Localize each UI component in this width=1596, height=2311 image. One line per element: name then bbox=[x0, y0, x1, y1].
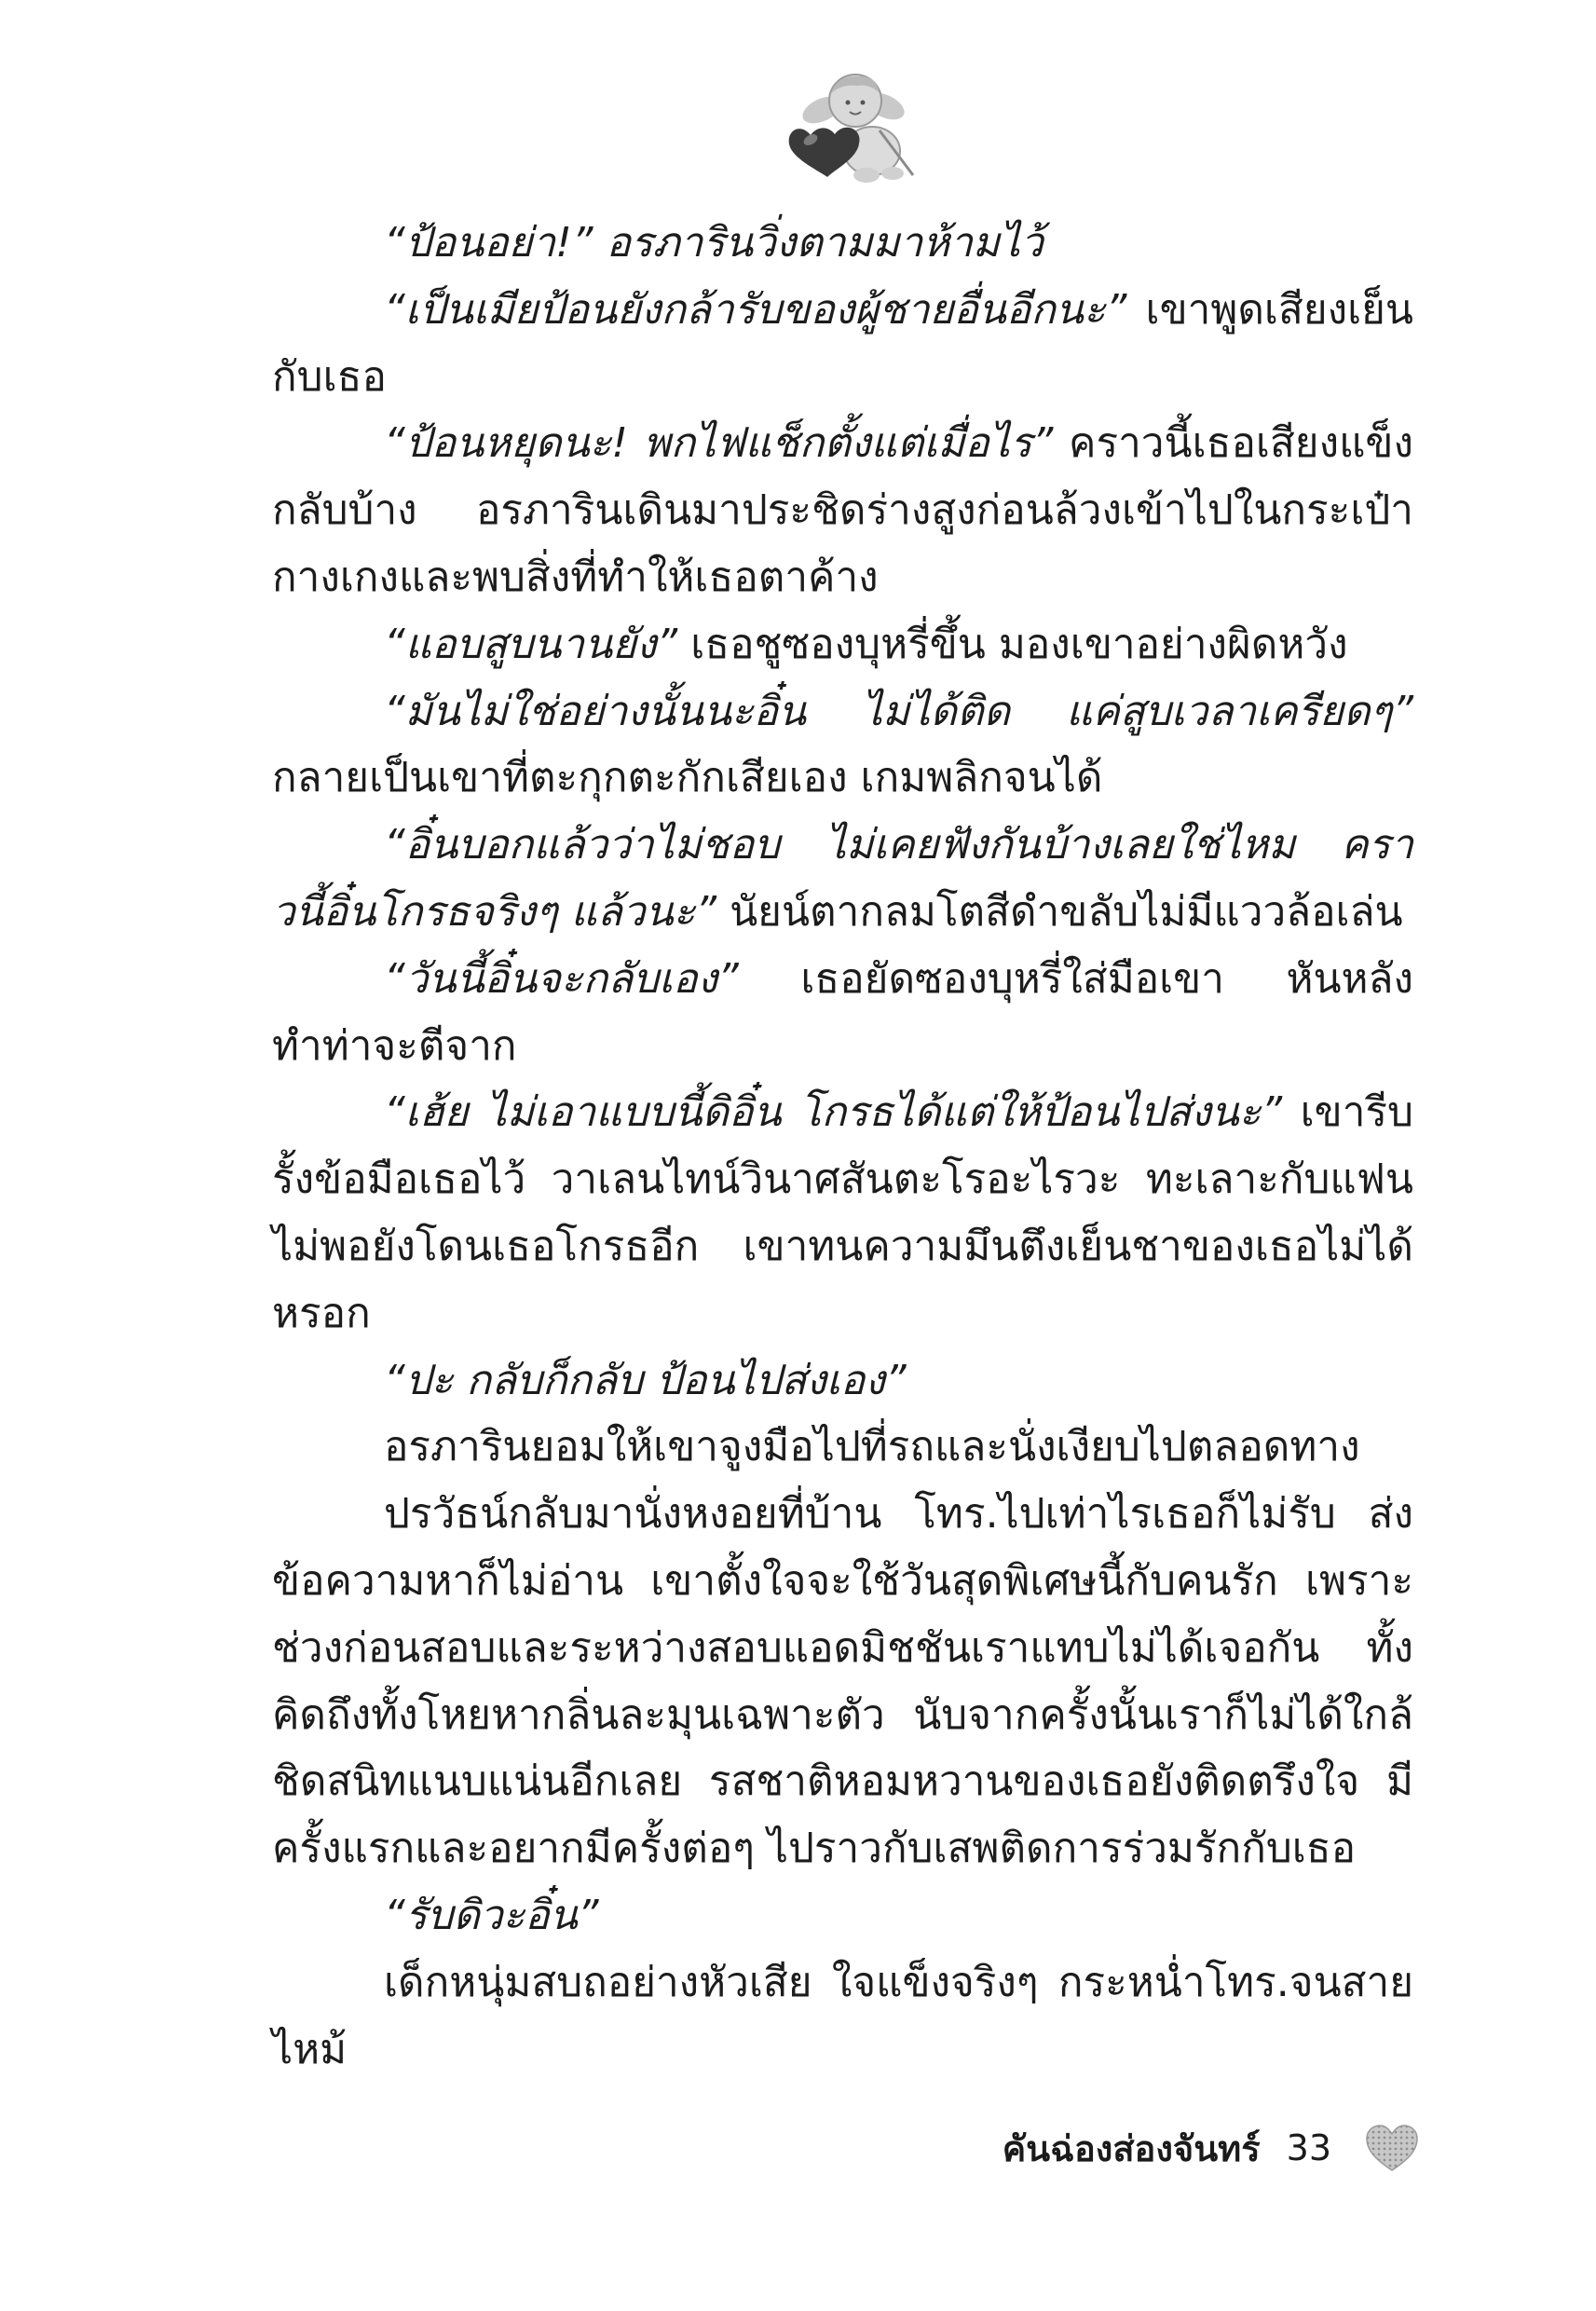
dialogue-text: “ป้อนอย่า!” อรภารินวิ่งตามมาห้ามไว้ bbox=[384, 219, 1044, 267]
paragraph bbox=[272, 812, 1413, 946]
narration-text: เธอยัดซองบุหรี่ใส่มือเขา หันหลังทำท่าจะตีจาก bbox=[272, 954, 1413, 1070]
paragraph bbox=[272, 1949, 1413, 2084]
heart-icon bbox=[1365, 2124, 1419, 2172]
page-footer bbox=[1003, 2120, 1419, 2176]
dialogue-text: “วันนี้อิ๋นจะกลับเอง” bbox=[384, 954, 739, 1003]
narration-text: เด็กหนุ่มสบถอย่างหัวเสีย ใจแข็งจริงๆ กระหน่ำโทร.จนสายไหม้ bbox=[272, 1958, 1413, 2073]
paragraph bbox=[272, 1347, 1413, 1415]
paragraph bbox=[272, 410, 1413, 610]
dialogue-text: “อิ๋นบอกแล้วว่าไม่ชอบ ไม่เคยฟังกันบ้างเลยใช่ไหม คราวนี้อิ๋นโกรธจริงๆ แล้วนะ” bbox=[272, 821, 1413, 936]
paragraph bbox=[272, 678, 1413, 813]
paragraph bbox=[272, 611, 1413, 678]
dialogue-text: “เป็นเมียป้อนยังกล้ารับของผู้ชายอื่นอีกนะ” bbox=[384, 285, 1127, 334]
narration-text: ปรวัธน์กลับมานั่งหงอยที่บ้าน โทร.ไปเท่าไรเธอก็ไม่รับ ส่งข้อความหาก็ไม่อ่าน เขาตั้งใจจะใช้วันสุดพิเศษนี้กับคนรัก เพราะช่วงก่อนสอบและระหว่างสอบแอดมิชชันเราแทบไม่ได้เจอกัน ทั้งคิดถึงทั้งโหยหากลิ่นละมุนเฉพาะตัว นับจากครั้งนั้นเราก็ไม่ได้ใกล้ชิดสนิทแนบแน่นอีกเลย รสชาติหอมหวานของเธอยังติดตรึงใจ มีครั้งแรกและอยากมีครั้งต่อๆ ไปราวกับเสพติดการร่วมรักกับเธอ bbox=[272, 1490, 1413, 1873]
paragraph bbox=[272, 1882, 1413, 1949]
narration-text: อรภารินยอมให้เขาจูงมือไปที่รถและนั่งเงียบไปตลอดทาง bbox=[384, 1423, 1360, 1471]
paragraph bbox=[272, 1079, 1413, 1347]
paragraph bbox=[272, 1481, 1413, 1882]
dialogue-text: “มันไม่ใช่อย่างนั้นนะอิ๋น ไม่ได้ติด แค่สูบเวลาเครียดๆ” bbox=[384, 687, 1413, 735]
narration-text: เขาพูดเสียงเย็นกับเธอ bbox=[272, 285, 1413, 401]
paragraph bbox=[272, 946, 1413, 1080]
narration-text: เธอชูซองบุหรี่ขึ้น มองเขาอย่างผิดหวัง bbox=[677, 620, 1348, 668]
dialogue-text: “รับดิวะอิ๋น” bbox=[384, 1891, 599, 1939]
narration-text: เขารีบรั้งข้อมือเธอไว้ วาเลนไทน์วินาศสันตะโรอะไรวะ ทะเลาะกับแฟนไม่พอยังโดนเธอโกรธอีก เขาทนความมึนตึงเย็นชาของเธอไม่ได้หรอก bbox=[272, 1088, 1413, 1337]
dialogue-text: “ปะ กลับก็กลับ ป้อนไปส่งเอง” bbox=[384, 1356, 907, 1404]
narration-text: นัยน์ตากลมโตสีดำขลับไม่มีแววล้อเล่น bbox=[716, 887, 1403, 936]
paragraph bbox=[272, 1414, 1413, 1481]
book-title: คันฉ่องส่องจันทร์ bbox=[1002, 2127, 1261, 2169]
narration-text: คราวนี้เธอเสียงแข็งกลับบ้าง อรภารินเดินมาประชิดร่างสูงก่อนล้วงเข้าไปในกระเป๋ากางเกงและพบสิ่งที่ทำให้เธอตาค้าง bbox=[272, 419, 1413, 601]
dialogue-text: “แอบสูบนานยัง” bbox=[384, 620, 678, 668]
paragraph bbox=[272, 277, 1413, 411]
page-number: 33 bbox=[1286, 2127, 1331, 2168]
paragraph bbox=[272, 210, 1413, 277]
dialogue-text: “เฮ้ย ไม่เอาแบบนี้ดิอิ๋น โกรธได้แต่ให้ป้อนไปส่งนะ” bbox=[384, 1088, 1283, 1137]
narration-text: กลายเป็นเขาที่ตะกุกตะกักเสียเอง เกมพลิกจนได้ bbox=[272, 754, 1103, 802]
cupid-holding-heart-icon bbox=[783, 65, 922, 186]
body-text bbox=[272, 210, 1413, 2083]
dialogue-text: “ป้อนหยุดนะ! พกไฟแช็กตั้งแต่เมื่อไร” bbox=[384, 419, 1054, 468]
